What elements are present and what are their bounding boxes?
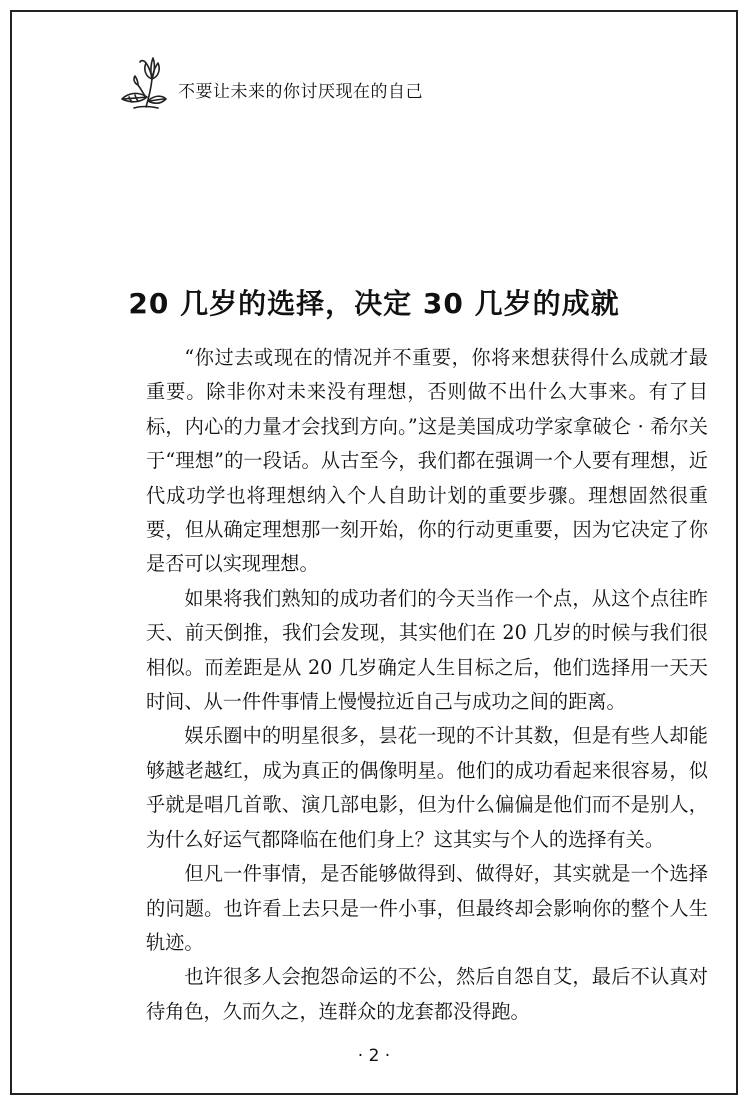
- paragraph: 娱乐圈中的明星很多，昙花一现的不计其数，但是有些人却能够越老越红，成为真正的偶像明星。他们的成功看起来很容易，似乎就是唱几首歌、演几部电影，但为什么偏偏是他们而不是别人，为什么好运气都降临在他们身上？这其实与个人的选择有关。: [146, 724, 708, 851]
- page-number: · 2 ·: [357, 1046, 391, 1066]
- body-text: [146, 341, 708, 1029]
- lotus-icon: [116, 55, 174, 113]
- paragraph: “你过去或现在的情况并不重要，你将来想获得什么成就才最重要。除非你对未来没有理想，否则做不出什么大事来。有了目标，内心的力量才会找到方向。”这是美国成功学家拿破仑 · 希尔关于“理想”的一段话。从古至今，我们都在强调一个人要有理想，近代成功学也将理想纳入个人自助计划的重要步骤。理想固然很重要，但从确定理想那一刻开始，你的行动更重要，因为它决定了你是否可以实现理想。: [146, 346, 708, 576]
- paragraph: 也许很多人会抱怨命运的不公，然后自怨自艾，最后不认真对待角色，久而久之，连群众的龙套都没得跑。: [146, 965, 708, 1023]
- paragraph: 但凡一件事情，是否能够做得到、做得好，其实就是一个选择的问题。也许看上去只是一件小事，但最终却会影响你的整个人生轨迹。: [146, 862, 708, 954]
- page-header: [116, 54, 423, 114]
- paragraph: 如果将我们熟知的成功者们的今天当作一个点，从这个点往昨天、前天倒推，我们会发现，其实他们在 20 几岁的时候与我们很相似。而差距是从 20 几岁确定人生目标之后，他们选择用一天天时间、从一件件事情上慢慢拉近自己与成功之间的距离。: [146, 586, 708, 714]
- chapter-title: 20 几岁的选择，决定 30 几岁的成就: [128, 287, 620, 320]
- running-title: 不要让未来的你讨厌现在的自己: [178, 81, 423, 102]
- book-page: [10, 10, 738, 1095]
